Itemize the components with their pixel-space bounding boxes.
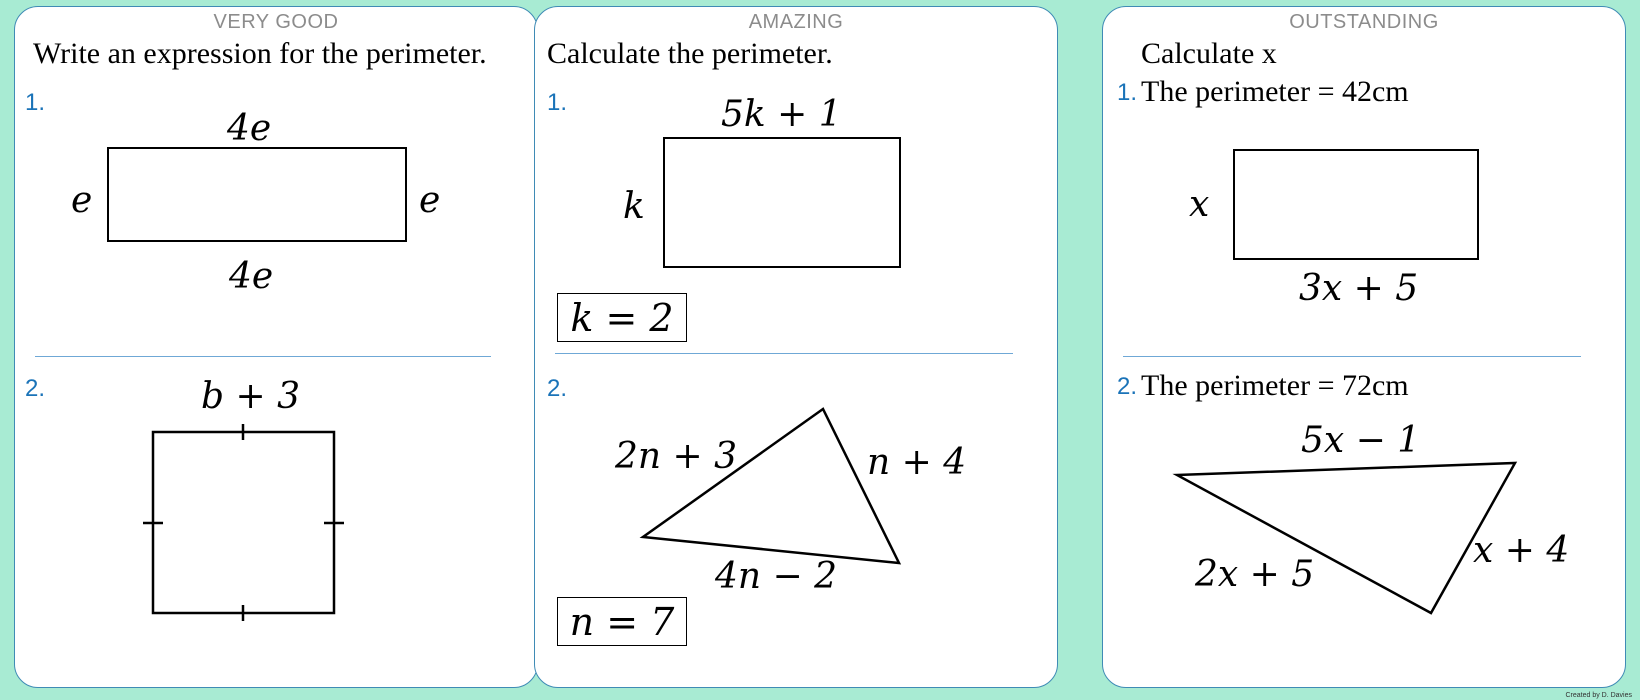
question-number: 1. bbox=[1117, 79, 1138, 106]
question-number: 2. bbox=[25, 375, 46, 402]
square-shape bbox=[15, 7, 538, 688]
question-number: 2. bbox=[1117, 373, 1138, 400]
rectangle-top-label: 4e bbox=[227, 108, 272, 149]
answer-box: n = 7 bbox=[557, 597, 687, 646]
triangle-right-label: x + 4 bbox=[1473, 530, 1570, 571]
category-label: VERY GOOD bbox=[213, 11, 339, 33]
triangle-shape bbox=[1103, 7, 1626, 688]
category-label: AMAZING bbox=[748, 11, 844, 33]
perimeter-text: The perimeter = 42cm bbox=[1141, 75, 1409, 108]
rectangle-left-label: k bbox=[623, 186, 645, 227]
rectangle-left-label: e bbox=[71, 180, 93, 221]
rectangle-bottom-label: 4e bbox=[229, 256, 274, 297]
rectangle-right-label: e bbox=[419, 180, 441, 221]
instruction: Write an expression for the perimeter. bbox=[33, 37, 487, 70]
answer-box: k = 2 bbox=[557, 293, 687, 342]
question-number: 1. bbox=[547, 89, 568, 116]
perimeter-text: The perimeter = 72cm bbox=[1141, 369, 1409, 402]
rectangle-left-label: x bbox=[1189, 184, 1210, 225]
rectangle-top-label: 5k + 1 bbox=[721, 94, 842, 135]
triangle-bottom-label: 4n − 2 bbox=[715, 556, 838, 597]
category-label: OUTSTANDING bbox=[1289, 11, 1439, 33]
panel-amazing bbox=[534, 6, 1058, 688]
triangle-right-label: n + 4 bbox=[867, 442, 967, 483]
credit-text: Created by D. Davies bbox=[1565, 692, 1632, 699]
panel-outstanding bbox=[1102, 6, 1626, 688]
rectangle-bottom-label: 3x + 5 bbox=[1299, 268, 1419, 309]
panel-very-good bbox=[14, 6, 538, 688]
square-top-label: b + 3 bbox=[201, 376, 300, 417]
instruction: Calculate the perimeter. bbox=[547, 37, 833, 70]
triangle-left-label: 2n + 3 bbox=[615, 436, 738, 477]
triangle-left-label: 2x + 5 bbox=[1195, 554, 1315, 595]
instruction: Calculate x bbox=[1141, 37, 1277, 70]
triangle-top-label: 5x − 1 bbox=[1301, 420, 1421, 461]
question-number: 1. bbox=[25, 89, 46, 116]
question-number: 2. bbox=[547, 375, 568, 402]
